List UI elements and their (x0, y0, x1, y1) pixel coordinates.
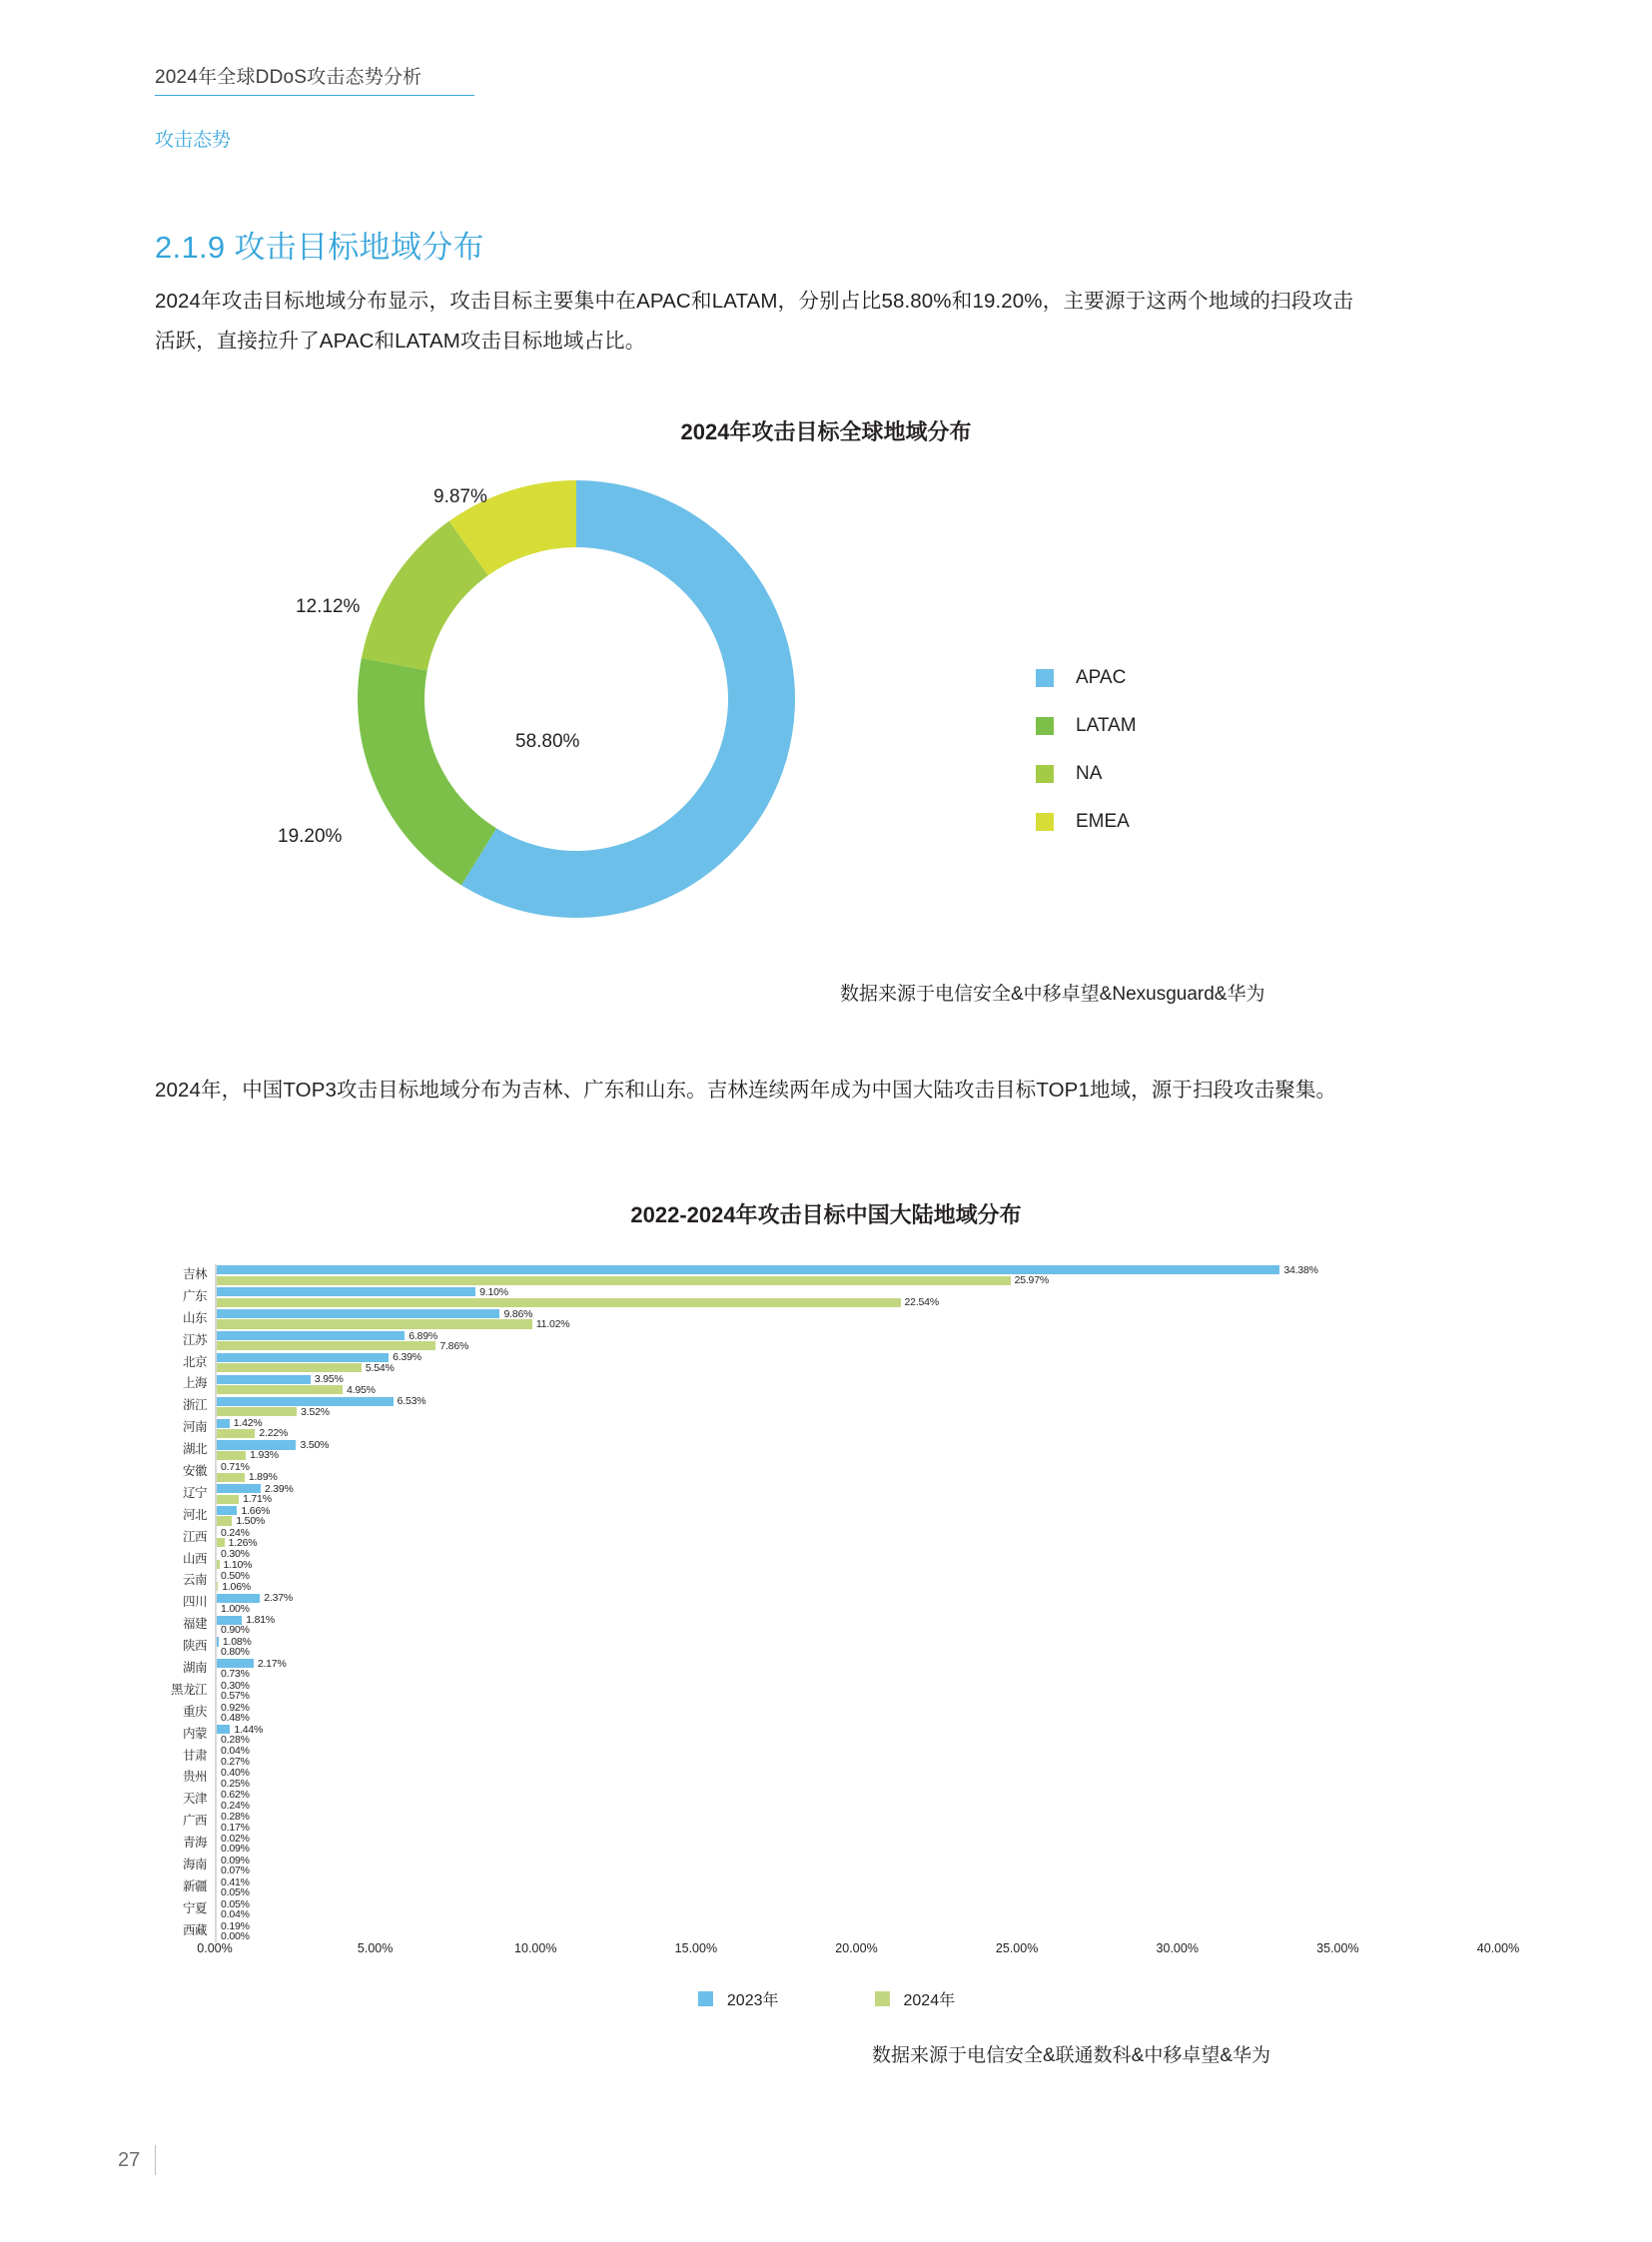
bar-chart-category-label: 海南 (182, 1858, 207, 1872)
bar-chart-category-label: 广西 (182, 1814, 207, 1829)
running-head-subtitle: 攻击态势 (155, 130, 232, 151)
bar-fill (217, 1659, 254, 1668)
bar-value-label: 0.09% (221, 1854, 250, 1867)
bar-fill (217, 1276, 1011, 1285)
bar-value-label: 5.54% (365, 1361, 395, 1374)
bar-value-label: 0.02% (221, 1833, 250, 1845)
bar-chart-row (155, 1898, 1498, 1920)
bar-value-label: 22.54% (904, 1296, 939, 1309)
bar-segment-2023年 (217, 1875, 250, 1888)
bar-legend-label: 2024年 (903, 1992, 956, 2009)
bar-chart-plot-cell (215, 1702, 1498, 1724)
bar-value-label: 11.02% (535, 1318, 570, 1331)
bar-chart-row (155, 1920, 1498, 1942)
bar-chart-row (155, 1527, 1498, 1549)
bar-chart-row (155, 1636, 1498, 1658)
bar-chart-plot-cell (215, 1636, 1498, 1658)
bar-segment-2024年 (217, 1777, 250, 1790)
bar-chart-category-label: 湖北 (182, 1442, 207, 1457)
bar-fill (217, 1516, 232, 1525)
bar-segment-2023年 (217, 1419, 263, 1428)
bar-chart-category-label: 福建 (182, 1617, 207, 1632)
bar-value-label: 0.07% (221, 1865, 250, 1877)
bar-value-label: 0.19% (221, 1919, 250, 1932)
bar-segment-2023年 (217, 1460, 250, 1473)
bar-chart-category-label: 江苏 (182, 1332, 207, 1347)
source-note-1: 数据来源于电信安全&中移卓望&Nexusguard&华为 (840, 984, 1265, 1005)
bar-chart-plot-cell (215, 1417, 1498, 1439)
bar-value-label: 6.53% (397, 1395, 426, 1408)
bar-segment-2023年 (217, 1679, 250, 1692)
bar-chart-category-label: 甘肃 (182, 1748, 207, 1763)
bar-segment-2023年 (217, 1506, 270, 1515)
bar-chart-x-tick: 20.00% (835, 1941, 878, 1955)
bar-segment-2024年 (217, 1690, 250, 1703)
bar-fill (217, 1451, 246, 1460)
donut-legend-label: LATAM (1076, 715, 1137, 736)
bar-segment-2024年 (217, 1407, 330, 1416)
bar-value-label: 3.95% (314, 1373, 344, 1386)
bar-value-label: 0.90% (221, 1624, 250, 1637)
bar-value-label: 0.71% (221, 1460, 250, 1473)
donut-label-latam: 19.20% (278, 826, 343, 847)
bar-chart-x-axis (197, 1941, 1520, 1971)
bar-segment-2023年 (217, 1548, 250, 1561)
bar-segment-2024年 (217, 1429, 288, 1438)
bar-value-label: 0.24% (221, 1526, 250, 1539)
bar-value-label: 0.30% (221, 1679, 250, 1692)
bar-chart-row (155, 1746, 1498, 1768)
bar-chart-row (155, 1702, 1498, 1724)
bar-segment-2024年 (217, 1733, 250, 1746)
bar-fill (217, 1594, 260, 1603)
bar-chart-plot-cell (215, 1264, 1498, 1286)
bar-value-label: 0.30% (221, 1548, 250, 1561)
bar-value-label: 0.48% (221, 1712, 250, 1725)
bar-chart-plot-cell (215, 1461, 1498, 1483)
bar-chart-row (155, 1614, 1498, 1636)
bar-chart-title: 2022-2024年攻击目标中国大陆地域分布 (630, 1202, 1022, 1227)
bar-chart-plot-cell (215, 1592, 1498, 1614)
bar-segment-2023年 (217, 1309, 532, 1318)
bar-segment-2024年 (217, 1886, 250, 1899)
bar-chart-row (155, 1855, 1498, 1876)
bar-chart-x-tick: 15.00% (674, 1941, 718, 1955)
bar-segment-2023年 (217, 1833, 250, 1845)
bar-segment-2024年 (217, 1799, 250, 1812)
bar-chart-x-tick: 35.00% (1316, 1941, 1359, 1955)
bar-segment-2023年 (217, 1637, 252, 1646)
donut-chart-svg (357, 479, 796, 919)
running-head-title: 2024年全球DDoS攻击态势分析 (155, 67, 422, 88)
bar-chart-plot-cell (215, 1614, 1498, 1636)
bar-fill (217, 1506, 237, 1515)
donut-chart-title: 2024年攻击目标全球地域分布 (680, 419, 972, 444)
bar-value-label: 0.28% (221, 1733, 250, 1746)
bar-value-label: 0.73% (221, 1668, 250, 1681)
donut-legend-item-apac (1036, 654, 1137, 702)
donut-legend-label: EMEA (1076, 811, 1130, 832)
bar-value-label: 0.04% (221, 1908, 250, 1921)
bar-chart-x-tick: 5.00% (357, 1941, 394, 1955)
bar-segment-2023年 (217, 1484, 294, 1493)
donut-legend-item-emea (1036, 798, 1137, 846)
bar-chart-plot-cell (215, 1570, 1498, 1592)
bar-segment-2024年 (217, 1515, 266, 1528)
bar-chart-plot-cell (215, 1833, 1498, 1855)
bar-value-label: 0.92% (221, 1701, 250, 1714)
bar-segment-2023年 (217, 1265, 1318, 1274)
bar-value-label: 1.89% (248, 1471, 278, 1484)
bar-value-label: 0.05% (221, 1886, 250, 1899)
bar-chart-row (155, 1373, 1498, 1395)
bar-chart-row (155, 1833, 1498, 1855)
bar-segment-2023年 (217, 1811, 250, 1824)
bar-value-label: 1.81% (246, 1614, 276, 1627)
bar-segment-2023年 (217, 1701, 250, 1714)
donut-slice-latam (358, 658, 496, 885)
bar-chart-row (155, 1286, 1498, 1308)
section-heading: 2.1.9 攻击目标地域分布 (155, 230, 484, 265)
bar-fill (217, 1637, 219, 1646)
bar-fill (217, 1341, 435, 1350)
bar-chart-row (155, 1680, 1498, 1702)
bar-fill (217, 1419, 230, 1428)
bar-chart-row (155, 1439, 1498, 1461)
bar-value-label: 1.71% (243, 1493, 272, 1506)
bar-segment-2023年 (217, 1725, 263, 1734)
bar-value-label: 9.10% (479, 1285, 508, 1298)
donut-legend-item-latam (1036, 702, 1137, 750)
bar-value-label: 4.95% (346, 1383, 376, 1396)
bar-segment-2024年 (217, 1318, 570, 1331)
bar-chart-rows (155, 1264, 1498, 1942)
section-paragraph-2: 2024年，中国TOP3攻击目标地域分布为吉林、广东和山东。吉林连续两年成为中国大陆攻击目标TOP1地域，源于扫段攻击聚集。 (155, 1079, 1337, 1102)
bar-value-label: 0.41% (221, 1875, 250, 1888)
bar-fill (217, 1385, 343, 1394)
bar-chart-plot-cell (215, 1527, 1498, 1549)
bar-chart-category-label: 新疆 (182, 1878, 207, 1893)
bar-chart-plot-cell (215, 1330, 1498, 1352)
bar-chart-category-label: 山西 (182, 1551, 207, 1566)
bar-value-label: 9.86% (503, 1307, 533, 1320)
donut-label-emea: 9.87% (433, 486, 487, 507)
bar-chart-category-label: 广东 (182, 1288, 207, 1303)
bar-value-label: 2.17% (257, 1657, 287, 1670)
page-number: 27 (118, 2149, 141, 2171)
bar-segment-2023年 (217, 1287, 508, 1296)
bar-chart-row (155, 1592, 1498, 1614)
bar-segment-2024年 (217, 1624, 250, 1637)
bar-value-label: 1.93% (250, 1449, 279, 1462)
bar-segment-2024年 (217, 1604, 249, 1613)
bar-chart-category-label: 西藏 (182, 1922, 207, 1937)
bar-segment-2024年 (217, 1560, 252, 1569)
bar-fill (217, 1363, 362, 1372)
bar-value-label: 0.50% (221, 1570, 250, 1583)
bar-fill (217, 1484, 261, 1493)
bar-value-label: 2.37% (264, 1592, 294, 1605)
bar-value-label: 2.22% (259, 1427, 289, 1440)
bar-chart-x-tick: 10.00% (514, 1941, 557, 1955)
bar-segment-2023年 (217, 1745, 250, 1758)
bar-value-label: 3.50% (300, 1438, 330, 1451)
donut-chart (357, 479, 796, 919)
bar-fill (217, 1375, 311, 1384)
bar-chart-plot-cell (215, 1746, 1498, 1768)
bar-value-label: 0.80% (221, 1646, 250, 1659)
bar-segment-2023年 (217, 1897, 250, 1910)
bar-chart-plot-cell (215, 1658, 1498, 1680)
bar-chart-plot-cell (215, 1855, 1498, 1876)
bar-fill (217, 1407, 297, 1416)
bar-chart-plot-cell (215, 1439, 1498, 1461)
legend-swatch-icon (1036, 669, 1054, 687)
bar-chart-plot-cell (215, 1395, 1498, 1417)
bar-segment-2023年 (217, 1767, 250, 1780)
donut-chart-legend (1036, 654, 1137, 846)
bar-chart-plot-cell (215, 1724, 1498, 1746)
bar-chart-row (155, 1549, 1498, 1571)
bar-chart-category-label: 江西 (182, 1529, 207, 1544)
bar-value-label: 7.86% (439, 1339, 469, 1352)
bar-fill (217, 1440, 296, 1449)
bar-chart-plot-cell (215, 1286, 1498, 1308)
bar-segment-2024年 (217, 1712, 250, 1725)
bar-chart-plot-cell (215, 1876, 1498, 1898)
bar-value-label: 0.24% (221, 1799, 250, 1812)
bar-chart-category-label: 天津 (182, 1792, 207, 1807)
bar-segment-2024年 (217, 1582, 251, 1591)
bar-chart-plot-cell (215, 1898, 1498, 1920)
footer-rule (155, 2145, 156, 2175)
bar-chart-row (155, 1264, 1498, 1286)
bar-value-label: 0.17% (221, 1821, 250, 1834)
bar-segment-2023年 (217, 1854, 250, 1867)
bar-segment-2024年 (217, 1646, 250, 1659)
bar-chart-row (155, 1395, 1498, 1417)
bar-chart-row (155, 1417, 1498, 1439)
bar-value-label: 2.39% (264, 1482, 294, 1495)
bar-fill (217, 1560, 220, 1569)
bar-chart-category-label: 北京 (182, 1354, 207, 1369)
bar-chart (155, 1263, 1520, 2033)
bar-value-label: 6.89% (409, 1329, 437, 1342)
legend-swatch-icon (698, 1991, 713, 2006)
bar-chart-category-label: 湖南 (182, 1661, 207, 1676)
bar-fill (217, 1353, 389, 1362)
bar-chart-row (155, 1352, 1498, 1374)
bar-chart-x-tick: 40.00% (1476, 1941, 1520, 1955)
bar-value-label: 1.44% (234, 1723, 264, 1736)
bar-chart-category-label: 安徽 (182, 1464, 207, 1479)
bar-chart-plot-cell (215, 1811, 1498, 1833)
bar-value-label: 0.28% (221, 1811, 250, 1824)
bar-segment-2023年 (217, 1353, 421, 1362)
bar-segment-2024年 (217, 1341, 468, 1350)
legend-swatch-icon (1036, 765, 1054, 783)
bar-chart-row (155, 1483, 1498, 1505)
bar-segment-2024年 (217, 1363, 395, 1372)
bar-chart-plot-cell (215, 1549, 1498, 1571)
bar-value-label: 0.62% (221, 1789, 250, 1802)
bar-value-label: 0.27% (221, 1755, 250, 1768)
bar-chart-row (155, 1767, 1498, 1789)
bar-value-label: 1.26% (228, 1536, 258, 1549)
bar-chart-plot-cell (215, 1373, 1498, 1395)
bar-segment-2023年 (217, 1440, 329, 1449)
bar-chart-row (155, 1461, 1498, 1483)
bar-value-label: 0.05% (221, 1897, 250, 1910)
bar-value-label: 25.97% (1014, 1274, 1049, 1287)
bar-chart-category-label: 云南 (182, 1573, 207, 1588)
bar-chart-category-label: 河南 (182, 1420, 207, 1435)
bar-chart-plot-cell (215, 1483, 1498, 1505)
donut-legend-item-na (1036, 750, 1137, 798)
bar-legend-item-2024年 (875, 1987, 956, 2010)
bar-value-label: 1.42% (233, 1417, 263, 1430)
bar-chart-category-label: 上海 (182, 1376, 207, 1391)
bar-value-label: 0.09% (221, 1843, 250, 1856)
bar-segment-2023年 (217, 1919, 250, 1932)
bar-segment-2023年 (217, 1659, 287, 1668)
bar-segment-2023年 (217, 1331, 437, 1340)
bar-segment-2023年 (217, 1397, 425, 1406)
source-note-2: 数据来源于电信安全&联通数科&中移卓望&华为 (872, 2045, 1271, 2066)
bar-chart-plot-cell (215, 1789, 1498, 1811)
bar-segment-2023年 (217, 1375, 344, 1384)
bar-chart-row (155, 1876, 1498, 1898)
bar-segment-2024年 (217, 1865, 250, 1877)
bar-value-label: 0.04% (221, 1745, 250, 1758)
bar-segment-2024年 (217, 1755, 250, 1768)
bar-value-label: 34.38% (1283, 1263, 1318, 1276)
bar-segment-2024年 (217, 1538, 257, 1547)
bar-chart-category-label: 黑龙江 (170, 1682, 207, 1697)
bar-fill (217, 1495, 239, 1504)
bar-value-label: 1.50% (236, 1515, 266, 1528)
bar-chart-plot-cell (215, 1767, 1498, 1789)
bar-fill (217, 1538, 225, 1547)
bar-fill (217, 1309, 499, 1318)
bar-segment-2024年 (217, 1451, 279, 1460)
bar-chart-category-label: 贵州 (182, 1770, 207, 1785)
bar-chart-plot-cell (215, 1920, 1498, 1942)
donut-label-apac: 58.80% (515, 731, 580, 752)
bar-segment-2023年 (217, 1526, 250, 1539)
bar-value-label: 3.52% (301, 1405, 330, 1418)
bar-chart-x-tick: 25.00% (995, 1941, 1039, 1955)
bar-fill (217, 1298, 901, 1307)
bar-fill (217, 1287, 475, 1296)
bar-segment-2024年 (217, 1385, 376, 1394)
legend-swatch-icon (1036, 813, 1054, 831)
donut-legend-label: NA (1076, 763, 1103, 784)
bar-segment-2024年 (217, 1276, 1049, 1285)
bar-chart-category-label: 河北 (182, 1507, 207, 1522)
bar-segment-2023年 (217, 1789, 250, 1802)
bar-chart-row (155, 1789, 1498, 1811)
bar-chart-category-label: 山东 (182, 1310, 207, 1325)
bar-chart-category-label: 陕西 (182, 1639, 207, 1654)
bar-segment-2023年 (217, 1594, 293, 1603)
bar-chart-row (155, 1308, 1498, 1330)
bar-chart-row (155, 1658, 1498, 1680)
bar-chart-row (155, 1724, 1498, 1746)
bar-fill (217, 1397, 394, 1406)
bar-chart-row (155, 1570, 1498, 1592)
bar-chart-category-label: 青海 (182, 1836, 207, 1851)
bar-segment-2024年 (217, 1495, 272, 1504)
bar-value-label: 0.57% (221, 1690, 250, 1703)
bar-segment-2024年 (217, 1668, 250, 1681)
bar-fill (217, 1582, 218, 1591)
bar-chart-category-label: 宁夏 (182, 1900, 207, 1915)
bar-segment-2024年 (217, 1821, 250, 1834)
bar-fill (217, 1331, 405, 1340)
bar-value-label: 6.39% (393, 1351, 421, 1364)
bar-fill (217, 1473, 245, 1482)
bar-fill (217, 1616, 242, 1625)
bar-chart-x-tick: 0.00% (197, 1941, 233, 1955)
bar-segment-2024年 (217, 1298, 939, 1307)
bar-chart-plot-cell (215, 1308, 1498, 1330)
bar-chart-category-label: 四川 (182, 1595, 207, 1610)
bar-chart-row (155, 1505, 1498, 1527)
donut-legend-label: APAC (1076, 667, 1127, 688)
bar-fill (217, 1725, 230, 1734)
bar-chart-category-label: 辽宁 (182, 1485, 207, 1500)
legend-swatch-icon (875, 1991, 890, 2006)
bar-segment-2024年 (217, 1473, 278, 1482)
bar-chart-row (155, 1330, 1498, 1352)
bar-chart-row (155, 1811, 1498, 1833)
bar-segment-2023年 (217, 1570, 250, 1583)
bar-value-label: 1.08% (222, 1635, 252, 1648)
donut-label-na: 12.12% (296, 596, 361, 617)
bar-fill (217, 1265, 1279, 1274)
bar-fill (217, 1319, 532, 1328)
bar-chart-plot-cell (215, 1505, 1498, 1527)
legend-swatch-icon (1036, 717, 1054, 735)
section-paragraph-1: 2024年攻击目标地域分布显示，攻击目标主要集中在APAC和LATAM，分别占比58.80%和19.20%，主要源于这两个地域的扫段攻击活跃，直接拉升了APAC和LATAM攻击目标地域占比。 (155, 290, 1353, 353)
bar-chart-category-label: 吉林 (182, 1267, 207, 1281)
bar-segment-2023年 (217, 1616, 275, 1625)
bar-value-label: 0.00% (221, 1929, 250, 1942)
bar-value-label: 1.06% (222, 1580, 251, 1593)
bar-chart-legend (155, 1987, 1498, 2010)
bar-chart-plot-cell (215, 1680, 1498, 1702)
bar-chart-category-label: 内蒙 (182, 1726, 207, 1741)
bar-chart-category-label: 重庆 (182, 1704, 207, 1719)
bar-chart-x-tick: 30.00% (1156, 1941, 1199, 1955)
bar-value-label: 1.00% (221, 1602, 250, 1615)
bar-legend-item-2023年 (698, 1987, 779, 2010)
bar-legend-label: 2023年 (726, 1992, 779, 2009)
bar-value-label: 1.10% (223, 1558, 253, 1571)
bar-chart-plot-cell (215, 1352, 1498, 1374)
bar-segment-2024年 (217, 1843, 250, 1856)
running-head-rule (155, 95, 474, 96)
bar-chart-category-label: 浙江 (182, 1398, 207, 1413)
bar-value-label: 0.25% (221, 1777, 250, 1790)
bar-fill (217, 1429, 255, 1438)
bar-segment-2024年 (217, 1908, 250, 1921)
bar-value-label: 1.66% (241, 1504, 271, 1517)
bar-value-label: 0.40% (221, 1767, 250, 1780)
